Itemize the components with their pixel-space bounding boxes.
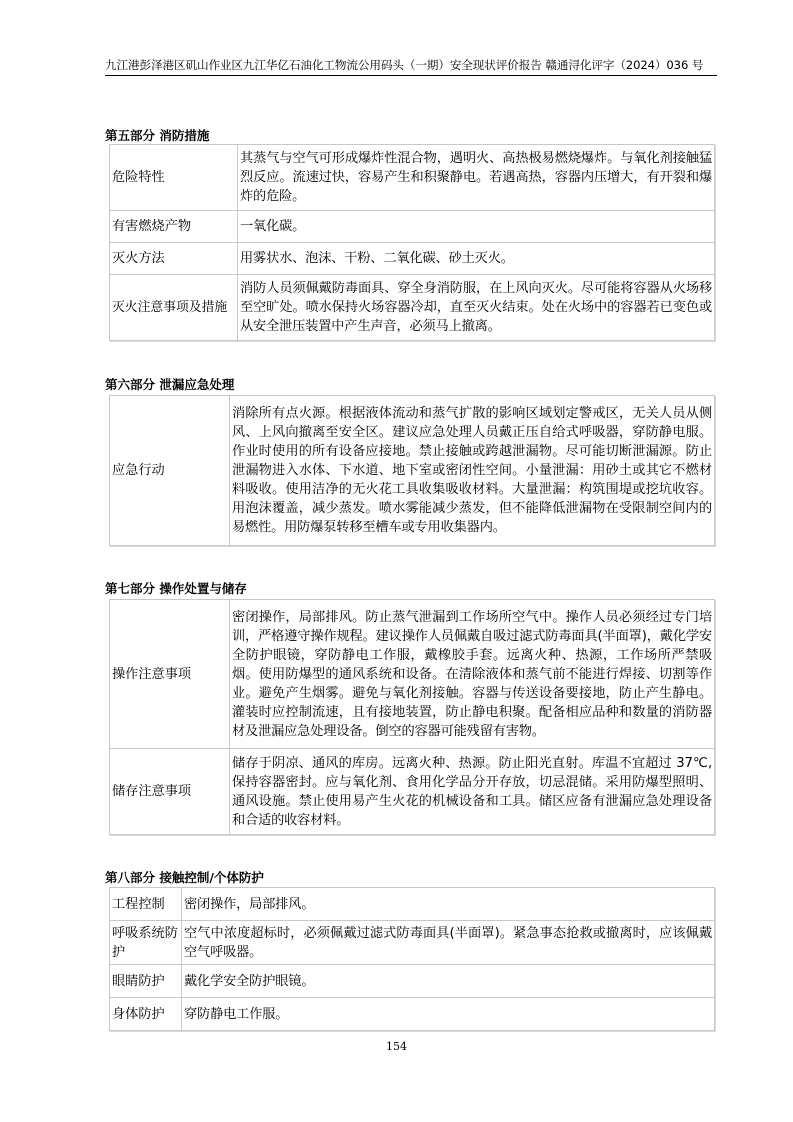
table-row	[110, 749, 715, 835]
row-label: 工程控制	[110, 888, 182, 921]
row-label: 有害燃烧产物	[110, 211, 238, 243]
row-label: 灭火方法	[110, 243, 238, 275]
row-text: 用雾状水、泡沫、干粉、二氧化碳、砂土灭火。	[238, 243, 715, 275]
table-row	[110, 211, 715, 243]
row-text: 密闭操作，局部排风。	[182, 888, 715, 921]
table-row	[110, 965, 715, 998]
table-row	[110, 396, 715, 546]
running-header: 九江港彭泽港区矶山作业区九江华亿石油化工物流公用码头（一期）安全现状评价报告 赣通浔化评字（2024）036 号	[105, 58, 704, 72]
row-text: 空气中浓度超标时，必须佩戴过滤式防毒面具(半面罩)。紧急事态抢救或撤离时，应该佩戴空气呼吸器。	[182, 921, 715, 965]
row-text: 穿防静电工作服。	[182, 998, 715, 1031]
row-label: 应急行动	[110, 396, 230, 546]
row-text: 戴化学安全防护眼镜。	[182, 965, 715, 998]
row-label: 灭火注意事项及措施	[110, 275, 238, 341]
table-row	[110, 600, 715, 749]
table-row	[110, 275, 715, 341]
row-label: 操作注意事项	[110, 600, 230, 749]
section-title-exposure-control: 第八部分 接触控制/个体防护	[105, 870, 264, 885]
handling-storage-table	[109, 599, 715, 835]
row-text: 消除所有点火源。根据液体流动和蒸气扩散的影响区域划定警戒区，无关人员从侧风、上风向撤离至安全区。建议应急处理人员戴正压自给式呼吸器，穿防静电服。作业时使用的所有设备应接地。禁止接触或跨越泄漏物。尽可能切断泄漏源。防止泄漏物进入水体、下水道、地下室或密闭性空间。小量泄漏：用砂土或其它不燃材料吸收。使用洁净的无火花工具收集吸收材料。大量泄漏：构筑围堤或挖坑收容。用泡沫覆盖，减少蒸发。喷水雾能减少蒸发，但不能降低泄漏物在受限制空间内的易燃性。用防爆泵转移至槽车或专用收集器内。	[230, 396, 715, 546]
row-text: 其蒸气与空气可形成爆炸性混合物，遇明火、高热极易燃烧爆炸。与氧化剂接触猛烈反应。流速过快，容易产生和积聚静电。若遇高热，容器内压增大，有开裂和爆炸的危险。	[238, 145, 715, 211]
table-row	[110, 998, 715, 1031]
row-text: 储存于阴凉、通风的库房。远离火种、热源。防止阳光直射。库温不宜超过 37℃,保持容器密封。应与氧化剂、食用化学品分开存放，切忌混储。采用防爆型照明、通风设施。禁止使用易产生火花的机械设备和工具。储区应备有泄漏应急处理设备和合适的收容材料。	[230, 749, 715, 835]
header-rule	[105, 75, 717, 76]
table-row	[110, 243, 715, 275]
row-label: 呼吸系统防护	[110, 921, 182, 965]
row-label: 眼睛防护	[110, 965, 182, 998]
exposure-control-table	[109, 887, 715, 1031]
fire-fighting-table	[109, 144, 715, 341]
spill-response-table	[109, 395, 715, 546]
table-row	[110, 145, 715, 211]
row-label: 危险特性	[110, 145, 238, 211]
table-row	[110, 888, 715, 921]
row-label: 身体防护	[110, 998, 182, 1031]
row-text: 一氧化碳。	[238, 211, 715, 243]
row-text: 消防人员须佩戴防毒面具、穿全身消防服，在上风向灭火。尽可能将容器从火场移至空旷处。喷水保持火场容器冷却，直至灭火结束。处在火场中的容器若已变色或从安全泄压装置中产生声音，必须马上撤离。	[238, 275, 715, 341]
page-number: 154	[386, 1040, 407, 1053]
table-row	[110, 921, 715, 965]
section-title-handling-storage: 第七部分 操作处置与储存	[105, 581, 247, 596]
row-label: 储存注意事项	[110, 749, 230, 835]
section-title-spill-response: 第六部分 泄漏应急处理	[105, 377, 235, 392]
row-text: 密闭操作，局部排风。防止蒸气泄漏到工作场所空气中。操作人员必须经过专门培训，严格遵守操作规程。建议操作人员佩戴自吸过滤式防毒面具(半面罩)，戴化学安全防护眼镜，穿防静电工作服，戴橡胶手套。远离火种、热源，工作场所严禁吸烟。使用防爆型的通风系统和设备。在清除液体和蒸气前不能进行焊接、切割等作业。避免产生烟雾。避免与氧化剂接触。容器与传送设备要接地，防止产生静电。灌装时应控制流速，且有接地装置，防止静电积聚。配备相应品种和数量的消防器材及泄漏应急处理设备。倒空的容器可能残留有害物。	[230, 600, 715, 749]
section-title-fire-fighting: 第五部分 消防措施	[105, 128, 210, 143]
